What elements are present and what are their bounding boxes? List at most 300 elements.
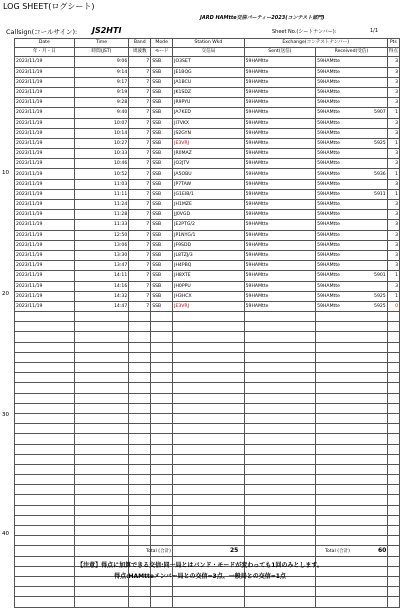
cell-mode: SSB: [151, 261, 173, 271]
received-exchange: 59HAMtte: [317, 293, 340, 299]
cell-mode: [151, 424, 173, 434]
cell-date: 2023/11/19: [15, 189, 75, 199]
cell-date: 2023/11/19: [15, 57, 75, 67]
cell-sent: [244, 536, 316, 546]
cell-station: [173, 515, 245, 525]
table-row: [15, 485, 400, 495]
cell-station: JS2GYN: [173, 128, 245, 138]
table-row: [15, 373, 400, 383]
page-title: LOG SHEET(ログシート): [3, 2, 95, 11]
cell-received: [316, 393, 388, 403]
cell-station: JJ0VGD: [173, 210, 245, 220]
table-row: [15, 454, 400, 464]
cell-date: 2023/11/19: [15, 261, 75, 271]
cell-station: JA5OBU: [173, 169, 245, 179]
cell-time: 10:33: [74, 149, 129, 159]
cell-pts: 3: [387, 57, 399, 67]
cell-date: 2023/11/19: [15, 210, 75, 220]
table-row: [15, 250, 400, 260]
cell-date: 2023/11/19: [15, 271, 75, 281]
cell-date: [15, 363, 75, 373]
cell-date: [15, 526, 75, 536]
sub-mode: モード: [151, 48, 173, 57]
cell-station: [173, 444, 245, 454]
cell-date: 2023/11/19: [15, 291, 75, 301]
cell-mode: SSB: [151, 169, 173, 179]
cell-date: [15, 413, 75, 423]
cell-pts: [387, 546, 399, 556]
received-exchange: 59HAMtte: [317, 120, 340, 126]
subheader-row: [15, 48, 400, 57]
cell-pts: 1: [387, 291, 399, 301]
table-row: [15, 159, 400, 169]
cell-sent: 59HAMtte: [244, 210, 316, 220]
table-row: [15, 424, 400, 434]
received-exchange: 59HAMtte: [317, 151, 340, 157]
table-row: [15, 108, 400, 118]
received-exchange: 59HAMtte: [317, 222, 340, 228]
cell-sent: [244, 383, 316, 393]
cell-mode: [151, 495, 173, 505]
cell-mode: SSB: [151, 200, 173, 210]
sheet-number-label: Sheet No.(シートナンバー):: [272, 29, 337, 35]
cell-band: 7: [129, 169, 151, 179]
cell-time: [74, 332, 129, 342]
cell-received: [316, 57, 388, 67]
received-exchange: 59HAMtte: [317, 283, 340, 289]
cell-sent: [244, 546, 316, 556]
cell-band: [129, 485, 151, 495]
cell-mode: SSB: [151, 57, 173, 67]
cell-station: [173, 373, 245, 383]
cell-band: [129, 363, 151, 373]
cell-sent: [244, 464, 316, 474]
cell-date: 2023/11/19: [15, 128, 75, 138]
cell-sent: 59HAMtte: [244, 271, 316, 281]
cell-band: 7: [129, 240, 151, 250]
cell-band: [129, 393, 151, 403]
cell-received: [316, 281, 388, 291]
cell-date: 2023/11/19: [15, 179, 75, 189]
cell-band: 7: [129, 261, 151, 271]
cell-station: JE3VRJ: [173, 138, 245, 148]
cell-mode: SSB: [151, 271, 173, 281]
cell-time: 9:14: [74, 67, 129, 77]
cell-band: 7: [129, 189, 151, 199]
cell-band: 7: [129, 87, 151, 97]
table-row: [15, 291, 400, 301]
table-row: [15, 261, 400, 271]
cell-band: [129, 587, 151, 597]
cell-pts: 3: [387, 118, 399, 128]
cell-station: [173, 393, 245, 403]
cell-sent: [244, 515, 316, 525]
cell-band: 7: [129, 220, 151, 230]
table-row: [15, 230, 400, 240]
cell-time: 9:06: [74, 57, 129, 67]
cell-mode: SSB: [151, 250, 173, 260]
row-marker: 40: [2, 531, 9, 537]
cell-mode: SSB: [151, 210, 173, 220]
cell-station: [173, 485, 245, 495]
cell-station: [173, 434, 245, 444]
received-exchange: 59HAMtte: [317, 191, 340, 197]
cell-time: 10:27: [74, 138, 129, 148]
cell-sent: [244, 475, 316, 485]
received-exchange: 59HAMtte: [317, 181, 340, 187]
cell-date: [15, 485, 75, 495]
row-marker: 20: [2, 291, 9, 297]
cell-mode: SSB: [151, 87, 173, 97]
received-exchange: 59HAMtte: [317, 303, 340, 309]
cell-time: 14:47: [74, 301, 129, 311]
received-exchange: 59HAMtte: [317, 171, 340, 177]
col-station: Station Wkd: [173, 39, 245, 48]
cell-band: 7: [129, 159, 151, 169]
cell-sent: 59HAMtte: [244, 261, 316, 271]
cell-sent: 59HAMtte: [244, 220, 316, 230]
table-row: [15, 352, 400, 362]
cell-band: [129, 464, 151, 474]
col-mode: Mode: [151, 39, 173, 48]
cell-date: 2023/11/19: [15, 281, 75, 291]
cell-time: 11:33: [74, 220, 129, 230]
received-exchange: 59HAMtte: [317, 100, 340, 106]
cell-time: [74, 546, 129, 556]
cell-band: [129, 444, 151, 454]
cell-time: [74, 444, 129, 454]
cell-sent: 59HAMtte: [244, 169, 316, 179]
cell-pts: [387, 352, 399, 362]
cell-station: JA7KED: [173, 108, 245, 118]
cell-received: [316, 413, 388, 423]
cell-pts: 3: [387, 240, 399, 250]
cell-station: [173, 413, 245, 423]
cell-date: [15, 597, 75, 607]
cell-time: [74, 373, 129, 383]
cell-date: [15, 373, 75, 383]
cell-received: [316, 138, 388, 148]
cell-station: [173, 332, 245, 342]
cell-time: 11:28: [74, 210, 129, 220]
cell-time: [74, 505, 129, 515]
cell-mode: SSB: [151, 138, 173, 148]
cell-station: [173, 454, 245, 464]
cell-date: 2023/11/19: [15, 87, 75, 97]
note-rule: 【注意】得点に加算できる交信:同一局とはバンド・モードが変わっても1回のみとします。: [77, 562, 323, 569]
cell-station: [173, 383, 245, 393]
cell-sent: 59HAMtte: [244, 240, 316, 250]
cell-station: JA1BCU: [173, 77, 245, 87]
cell-sent: 59HAMtte: [244, 108, 316, 118]
cell-date: [15, 383, 75, 393]
cell-time: [74, 322, 129, 332]
event-title: JARD HAMtte交信パーティー2023(コンテスト部門): [200, 15, 325, 21]
cell-band: 7: [129, 77, 151, 87]
cell-mode: [151, 515, 173, 525]
cell-received: [316, 210, 388, 220]
cell-sent: [244, 322, 316, 332]
cell-time: 9:19: [74, 87, 129, 97]
cell-station: JR9PYU: [173, 98, 245, 108]
cell-received: [316, 189, 388, 199]
cell-time: [74, 424, 129, 434]
cell-station: [173, 363, 245, 373]
cell-mode: [151, 597, 173, 607]
cell-pts: 3: [387, 67, 399, 77]
cell-station: JH4PBQ: [173, 261, 245, 271]
cell-mode: [151, 393, 173, 403]
cell-pts: [387, 383, 399, 393]
cell-sent: 59HAMtte: [244, 230, 316, 240]
cell-mode: [151, 322, 173, 332]
table-row: [15, 475, 400, 485]
cell-sent: [244, 342, 316, 352]
cell-pts: 1: [387, 271, 399, 281]
cell-station: JO2JTV: [173, 159, 245, 169]
sub-band: 周波数: [129, 48, 151, 57]
cell-pts: 3: [387, 220, 399, 230]
sub-time: 時間(JST): [74, 48, 129, 57]
cell-station: JP1NYG/1: [173, 230, 245, 240]
table-row: [15, 597, 400, 607]
cell-time: [74, 413, 129, 423]
received-exchange: 59HAMtte: [317, 202, 340, 208]
cell-sent: 59HAMtte: [244, 128, 316, 138]
cell-mode: SSB: [151, 77, 173, 87]
table-row: [15, 413, 400, 423]
cell-received: [316, 312, 388, 322]
cell-date: [15, 393, 75, 403]
received-exchange: 59HAMtte: [317, 130, 340, 136]
cell-station: JG1EIB/1: [173, 189, 245, 199]
cell-time: 9:40: [74, 108, 129, 118]
table-row: [15, 536, 400, 546]
cell-mode: SSB: [151, 149, 173, 159]
cell-received: [316, 597, 388, 607]
cell-received: [316, 352, 388, 362]
received-number: 5907: [374, 110, 386, 116]
cell-pts: 3: [387, 200, 399, 210]
cell-station: [173, 495, 245, 505]
cell-sent: 59HAMtte: [244, 200, 316, 210]
cell-mode: SSB: [151, 179, 173, 189]
cell-time: 10:46: [74, 159, 129, 169]
cell-time: 10:07: [74, 118, 129, 128]
cell-band: 7: [129, 281, 151, 291]
cell-sent: [244, 352, 316, 362]
cell-band: [129, 383, 151, 393]
table-row: [15, 342, 400, 352]
table-row: [15, 301, 400, 311]
cell-date: [15, 434, 75, 444]
cell-time: [74, 363, 129, 373]
cell-time: [74, 536, 129, 546]
row-marker: 30: [2, 412, 9, 418]
table-row: [15, 149, 400, 159]
cell-mode: SSB: [151, 281, 173, 291]
cell-pts: [387, 515, 399, 525]
cell-station: JL8TZJ/3: [173, 250, 245, 260]
received-exchange: 59HAMtte: [317, 273, 340, 279]
cell-sent: [244, 373, 316, 383]
cell-band: [129, 536, 151, 546]
cell-received: [316, 200, 388, 210]
cell-pts: [387, 434, 399, 444]
cell-pts: [387, 312, 399, 322]
table-row: [15, 312, 400, 322]
cell-pts: 3: [387, 250, 399, 260]
cell-received: [316, 363, 388, 373]
cell-station: [173, 475, 245, 485]
table-row: [15, 210, 400, 220]
cell-pts: [387, 526, 399, 536]
received-exchange: 59HAMtte: [317, 90, 340, 96]
cell-band: [129, 505, 151, 515]
cell-time: 14:32: [74, 291, 129, 301]
received-exchange: 59HAMtte: [317, 69, 340, 75]
cell-sent: 59HAMtte: [244, 98, 316, 108]
cell-received: [316, 515, 388, 525]
cell-date: 2023/11/19: [15, 250, 75, 260]
cell-date: [15, 587, 75, 597]
cell-time: 11:03: [74, 179, 129, 189]
col-exchange: Exchange(コンテストナンバー): [244, 39, 387, 48]
cell-received: [316, 128, 388, 138]
cell-received: [316, 485, 388, 495]
cell-mode: SSB: [151, 230, 173, 240]
cell-station: JH3HCX: [173, 291, 245, 301]
cell-pts: 3: [387, 281, 399, 291]
cell-pts: [387, 495, 399, 505]
cell-mode: SSB: [151, 189, 173, 199]
cell-sent: [244, 495, 316, 505]
cell-time: 11:11: [74, 189, 129, 199]
cell-received: [316, 332, 388, 342]
cell-time: [74, 515, 129, 525]
cell-date: 2023/11/19: [15, 169, 75, 179]
cell-sent: 59HAMtte: [244, 149, 316, 159]
cell-band: [129, 454, 151, 464]
cell-sent: [244, 434, 316, 444]
cell-sent: [244, 587, 316, 597]
cell-date: 2023/11/19: [15, 200, 75, 210]
cell-received: [316, 464, 388, 474]
cell-received: [316, 77, 388, 87]
header-row: [15, 39, 400, 48]
cell-sent: 59HAMtte: [244, 301, 316, 311]
cell-band: [129, 312, 151, 322]
total-contacts: 25: [230, 547, 239, 554]
total-label-left: Total (合計): [146, 549, 171, 554]
cell-station: [173, 352, 245, 362]
col-date: Date: [15, 39, 75, 48]
cell-pts: [387, 413, 399, 423]
cell-band: 7: [129, 118, 151, 128]
table-row: [15, 240, 400, 250]
cell-band: 7: [129, 98, 151, 108]
cell-mode: SSB: [151, 98, 173, 108]
cell-station: [173, 505, 245, 515]
cell-time: [74, 475, 129, 485]
cell-received: [316, 403, 388, 413]
table-row: [15, 495, 400, 505]
cell-received: [316, 373, 388, 383]
cell-station: [173, 536, 245, 546]
cell-date: 2023/11/19: [15, 98, 75, 108]
cell-sent: [244, 485, 316, 495]
cell-station: [173, 424, 245, 434]
cell-station: JH8XTE: [173, 271, 245, 281]
cell-date: [15, 424, 75, 434]
cell-pts: [387, 444, 399, 454]
cell-date: 2023/11/19: [15, 149, 75, 159]
col-time: Time: [74, 39, 129, 48]
cell-band: [129, 475, 151, 485]
sub-station: 交信局: [173, 48, 245, 57]
cell-pts: 3: [387, 77, 399, 87]
cell-time: [74, 434, 129, 444]
cell-station: [173, 464, 245, 474]
cell-station: JE1BQG: [173, 67, 245, 77]
cell-mode: SSB: [151, 220, 173, 230]
cell-received: [316, 434, 388, 444]
cell-time: 13:06: [74, 240, 129, 250]
cell-date: 2023/11/19: [15, 108, 75, 118]
sub-pts: 得点: [387, 48, 399, 57]
cell-pts: 3: [387, 87, 399, 97]
cell-mode: [151, 403, 173, 413]
cell-station: JF9SDD: [173, 240, 245, 250]
cell-mode: [151, 485, 173, 495]
cell-pts: [387, 505, 399, 515]
cell-time: 14:11: [74, 271, 129, 281]
cell-pts: [387, 424, 399, 434]
cell-time: [74, 393, 129, 403]
cell-pts: [387, 475, 399, 485]
cell-sent: [244, 424, 316, 434]
cell-band: 7: [129, 200, 151, 210]
cell-station: [173, 322, 245, 332]
cell-date: [15, 403, 75, 413]
table-row: [15, 322, 400, 332]
cell-mode: [151, 536, 173, 546]
callsign-label: Callsign(コールサイン):: [6, 28, 78, 36]
table-row: [15, 169, 400, 179]
cell-time: 11:24: [74, 200, 129, 210]
cell-band: 7: [129, 271, 151, 281]
received-exchange: 59HAMtte: [317, 59, 340, 65]
table-row: [15, 393, 400, 403]
table-row: [15, 383, 400, 393]
cell-band: [129, 373, 151, 383]
cell-station: JE2PTG/2: [173, 220, 245, 230]
cell-date: [15, 454, 75, 464]
cell-sent: [244, 454, 316, 464]
cell-received: [316, 587, 388, 597]
cell-pts: [387, 403, 399, 413]
cell-time: [74, 526, 129, 536]
cell-time: 9:28: [74, 98, 129, 108]
cell-pts: [387, 373, 399, 383]
cell-received: [316, 444, 388, 454]
table-row: [15, 179, 400, 189]
cell-pts: 3: [387, 210, 399, 220]
cell-station: JE3VRJ: [173, 301, 245, 311]
cell-band: [129, 322, 151, 332]
cell-mode: [151, 505, 173, 515]
col-band: Band: [129, 39, 151, 48]
